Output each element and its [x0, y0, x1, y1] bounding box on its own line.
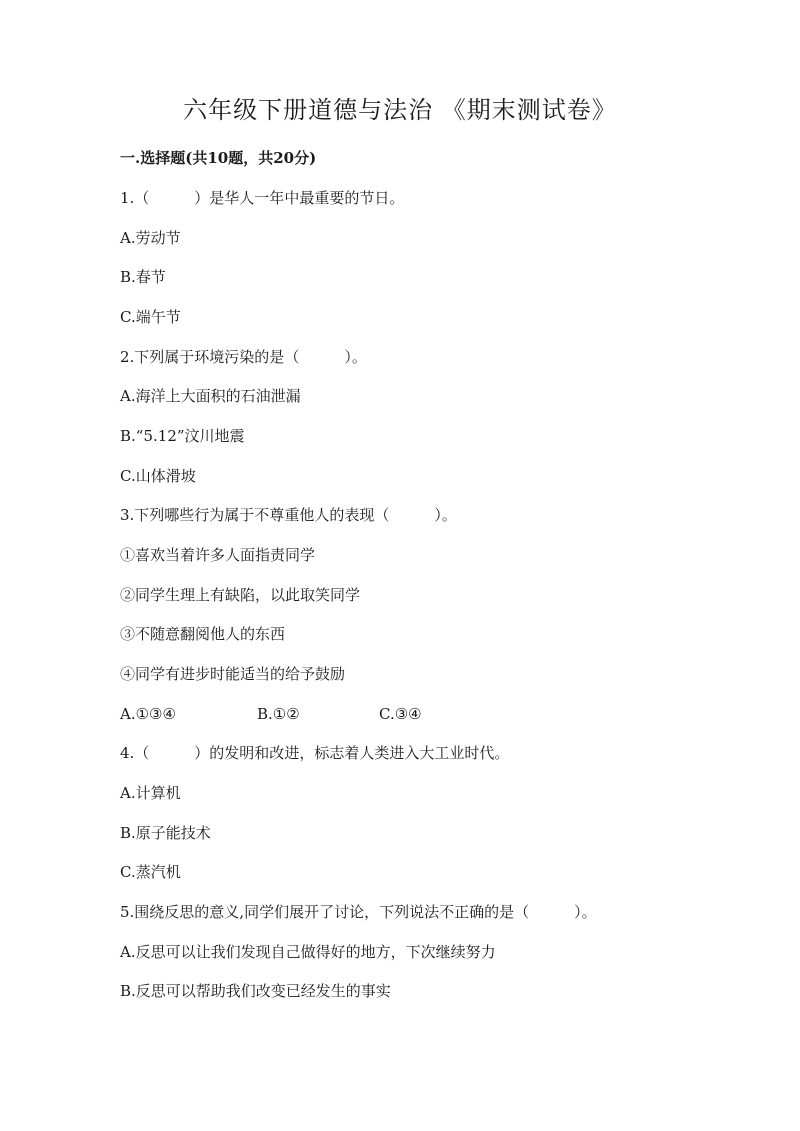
- statement-2: ②同学生理上有缺陷，以此取笑同学: [120, 586, 361, 604]
- question-stem: 5.围绕反思的意义,同学们展开了讨论，下列说法不正确的是（ ）。: [120, 903, 597, 921]
- option-c: C.③④: [379, 705, 422, 723]
- question-stem: 1.（ ）是华人一年中最重要的节日。: [120, 189, 405, 207]
- page-title: 六年级下册道德与法治 《期末测试卷》: [183, 96, 617, 124]
- option-b: B.“5.12”汶川地震: [120, 427, 245, 445]
- statement-4: ④同学有进步时能适当的给予鼓励: [120, 665, 346, 683]
- question-stem: 3.下列哪些行为属于不尊重他人的表现（ ）。: [120, 506, 457, 524]
- option-b: B.春节: [120, 268, 166, 286]
- statement-1: ①喜欢当着许多人面指责同学: [120, 546, 316, 564]
- option-b: B.①②: [257, 705, 300, 723]
- option-c: C.山体滑坡: [120, 467, 196, 485]
- option-a: A.①③④: [120, 705, 176, 723]
- option-c: C.蒸汽机: [120, 863, 181, 881]
- statement-3: ③不随意翻阅他人的东西: [120, 625, 286, 643]
- option-b: B.反思可以帮助我们改变已经发生的事实: [120, 982, 391, 1000]
- option-a: A.反思可以让我们发现自己做得好的地方，下次继续努力: [120, 943, 496, 961]
- question-stem: 4.（ ）的发明和改进，标志着人类进入大工业时代。: [120, 744, 510, 762]
- question-stem: 2.下列属于环境污染的是（ ）。: [120, 348, 367, 366]
- section-heading: 一.选择题(共10题，共20分): [120, 149, 317, 167]
- option-c: C.端午节: [120, 308, 181, 326]
- option-a: A.劳动节: [120, 229, 181, 247]
- option-a: A.计算机: [120, 784, 181, 802]
- option-a: A.海洋上大面积的石油泄漏: [120, 387, 301, 405]
- option-b: B.原子能技术: [120, 824, 211, 842]
- options-row: [120, 703, 520, 725]
